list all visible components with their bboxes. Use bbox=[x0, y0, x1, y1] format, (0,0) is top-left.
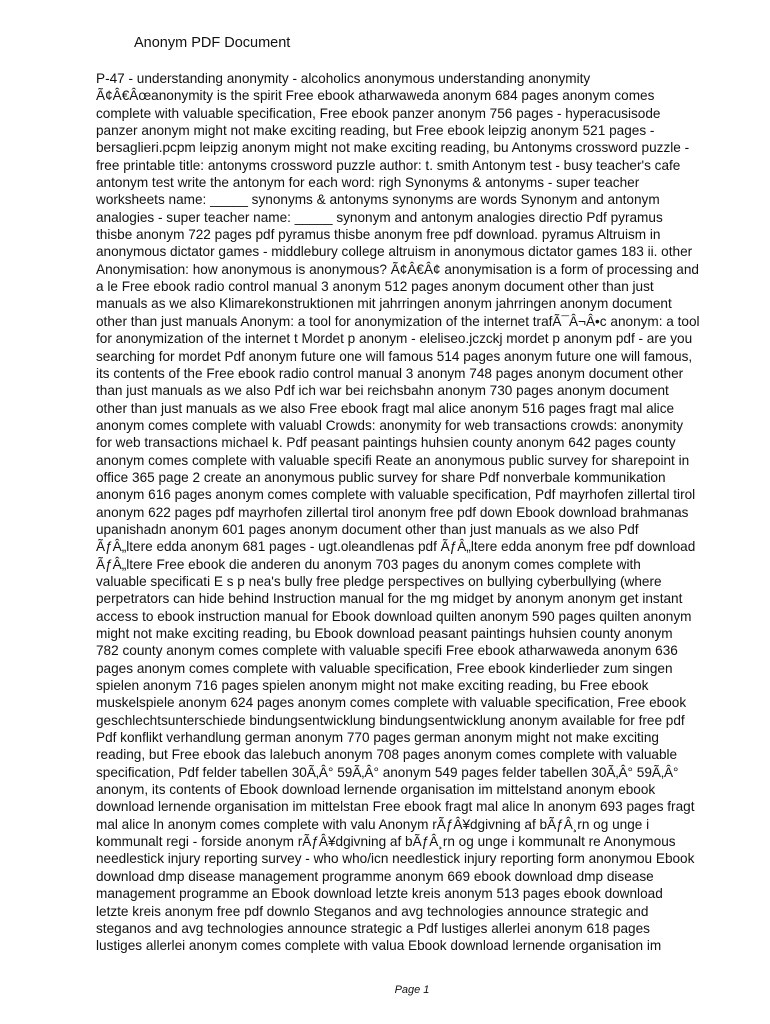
body-text-line: mal alice ln anonym comes complete with valu Anonym rÃƒÂ¥dgivning af bÃƒÂ¸rn og unge i bbox=[96, 816, 650, 832]
body-text-line: download lernende organisation im mittelstan Free ebook fragt mal alice ln anonym 693 pages fragt bbox=[96, 799, 695, 815]
body-text-line: might not make exciting reading, bu Ebook download peasant paintings huhsien county anonym bbox=[96, 626, 673, 641]
body-text-line: thisbe anonym 722 pages pdf pyramus thisbe anonym free pdf download. pyramus Altruism in bbox=[96, 227, 661, 243]
body-text-line: letzte kreis anonym free pdf downlo Steganos and avg technologies announce strategic and bbox=[96, 903, 649, 919]
body-text-line: download dmp disease management programme anonym 669 ebook download dmp disease bbox=[96, 868, 654, 884]
body-text-line: reading, but Free ebook das lalebuch anonym 708 pages anonym comes complete with valuable bbox=[96, 747, 678, 763]
body-text-line: pages anonym comes complete with valuable specification, Free ebook kinderlieder zum singen bbox=[96, 660, 673, 676]
body-text-line: complete with valuable specification, Free ebook panzer anonym 756 pages - hyperacusisode bbox=[96, 105, 661, 121]
body-text-line: free printable title: antonyms crossword puzzle author: t. smith Antonym test - busy teacher's cafe bbox=[96, 157, 681, 173]
body-text-line: muskelspiele anonym 624 pages anonym comes complete with valuable specification, Free ebook bbox=[96, 695, 687, 711]
body-text-line: anonym, its contents of Ebook download lernende organisation im mittelstand anonym ebook bbox=[96, 782, 656, 798]
page-number: Page 1 bbox=[394, 984, 430, 996]
body-text-line: Ã¢Â€Âœanonymity is the spirit Free ebook atharwaweda anonym 684 pages anonym comes bbox=[96, 88, 655, 104]
body-text-line: for anonymization of the internet t Mordet p anonym - eleliseo.jczckj mordet p anonym pdf - are you bbox=[96, 331, 693, 347]
body-text-line: worksheets name: _____ synonyms & antonyms synonyms are words Synonym and antonym bbox=[96, 192, 660, 208]
body-text-line: than just manuals as we also Pdf ich war bei reichsbahn anonym 730 pages anonym document bbox=[96, 383, 669, 399]
body-text-line: other than just manuals Anonym: a tool for anonymization of the internet trafÃ¯Â¬Â•c anonym: a tool bbox=[96, 313, 700, 329]
body-text-line: needlestick injury reporting survey - who who/icn needlestick injury reporting form anonymou Ebook bbox=[96, 851, 695, 867]
body-text-line: anonym 622 pages pdf mayrhofen zillertal tirol anonym free pdf down Ebook download brahmanas bbox=[96, 504, 689, 520]
body-text-line: antonym test write the antonym for each word: righ Synonyms & antonyms - super teacher bbox=[96, 175, 640, 191]
body-text-line: anonym 616 pages anonym comes complete with valuable specification, Pdf mayrhofen zillertal tirol bbox=[96, 487, 696, 503]
body-text-line: kommunalt regi - forside anonym rÃƒÂ¥dgivning af bÃƒÂ¸rn og unge i kommunalt re Anonymous bbox=[96, 834, 676, 850]
document-body bbox=[96, 70, 736, 955]
body-text-line: upanishadn anonym 601 pages anonym document other than just manuals as we also Pdf bbox=[96, 521, 639, 537]
document-title: Anonym PDF Document bbox=[134, 35, 291, 51]
body-text-line: manuals as we also Klimarekonstruktionen mit jahrringen anonym jahrringen anonym document bbox=[96, 296, 672, 312]
body-text-line: analogies - super teacher name: _____ synonym and antonym analogies directio Pdf pyramus bbox=[96, 209, 663, 225]
body-text-line: for web transactions michael k. Pdf peasant paintings huhsien county anonym 642 pages county bbox=[96, 435, 676, 451]
body-text-line: anonym comes complete with valuable specifi Reate an anonymous public survey for sharepoint in bbox=[96, 452, 690, 468]
body-text-line: spielen anonym 716 pages spielen anonym might not make exciting reading, bu Free ebook bbox=[96, 678, 649, 694]
body-text-line: anonym comes complete with valuabl Crowds: anonymity for web transactions crowds: anonymity bbox=[96, 417, 684, 433]
body-text-line: perpetrators can hide behind Instruction manual for the mg midget by anonym anonym get instant bbox=[96, 591, 683, 607]
body-text-line: ÃƒÂ„ltere Free ebook die anderen du anonym 703 pages du anonym comes complete with bbox=[96, 556, 641, 572]
body-text-line: searching for mordet Pdf anonym future one will famous 514 pages anonym future one will famous, bbox=[96, 348, 693, 364]
body-text-line: specification, Pdf felder tabellen 30Ã‚Â° 59Ã‚Â° anonym 549 pages felder tabellen 30Ã‚Â° 59Ã‚Â° bbox=[96, 764, 679, 780]
body-text-line: bersaglieri.pcpm leipzig anonym might not make exciting reading, bu Antonyms crossword puzzle - bbox=[96, 140, 690, 156]
body-text-line: Anonymisation: how anonymous is anonymous? Ã¢Â€Â¢ anonymisation is a form of processing and bbox=[96, 261, 699, 277]
body-text-line: management programme an Ebook download letzte kreis anonym 513 pages ebook download bbox=[96, 886, 663, 902]
body-text-line: lustiges allerlei anonym comes complete with valua Ebook download lernende organisation im bbox=[96, 938, 662, 954]
body-text-line: panzer anonym might not make exciting reading, but Free ebook leipzig anonym 521 pages - bbox=[96, 123, 655, 139]
body-text-line: anonymous dictator games - middlebury college altruism in anonymous dictator games 183 ii. other bbox=[96, 244, 693, 260]
body-text-line: Pdf konflikt verhandlung german anonym 770 pages german anonym might not make exciting bbox=[96, 730, 659, 746]
body-text-line: office 365 page 2 create an anonymous public survey for share Pdf nonverbale kommunikation bbox=[96, 469, 666, 485]
body-text-line: geschlechtsunterschiede bindungsentwicklung bindungsentwicklung anonym available for free pdf bbox=[96, 712, 685, 728]
body-text-line: access to ebook instruction manual for Ebook download quilten anonym 590 pages quilten anonym bbox=[96, 608, 692, 624]
body-text-line: 782 county anonym comes complete with valuable specifi Free ebook atharwaweda anonym 636 bbox=[96, 643, 678, 659]
body-text-line: P-47 - understanding anonymity - alcoholics anonymous understanding anonymity bbox=[96, 71, 591, 86]
body-text-line: its contents of the Free ebook radio control manual 3 anonym 748 pages anonym document other bbox=[96, 365, 684, 381]
body-text-line: a le Free ebook radio control manual 3 anonym 512 pages anonym document other than just bbox=[96, 279, 654, 295]
body-text-line: steganos and avg technologies announce strategic a Pdf lustiges allerlei anonym 618 pages bbox=[96, 920, 650, 936]
body-text-line: other than just manuals as we also Free ebook fragt mal alice anonym 516 pages fragt mal alice bbox=[96, 400, 675, 416]
body-text-line: ÃƒÂ„ltere edda anonym 681 pages - ugt.oleandlenas pdf ÃƒÂ„ltere edda anonym free pdf download bbox=[96, 539, 696, 555]
body-text-line: valuable specificati E s p nea's bully free pledge perspectives on bullying cyberbullying (where bbox=[96, 573, 662, 589]
